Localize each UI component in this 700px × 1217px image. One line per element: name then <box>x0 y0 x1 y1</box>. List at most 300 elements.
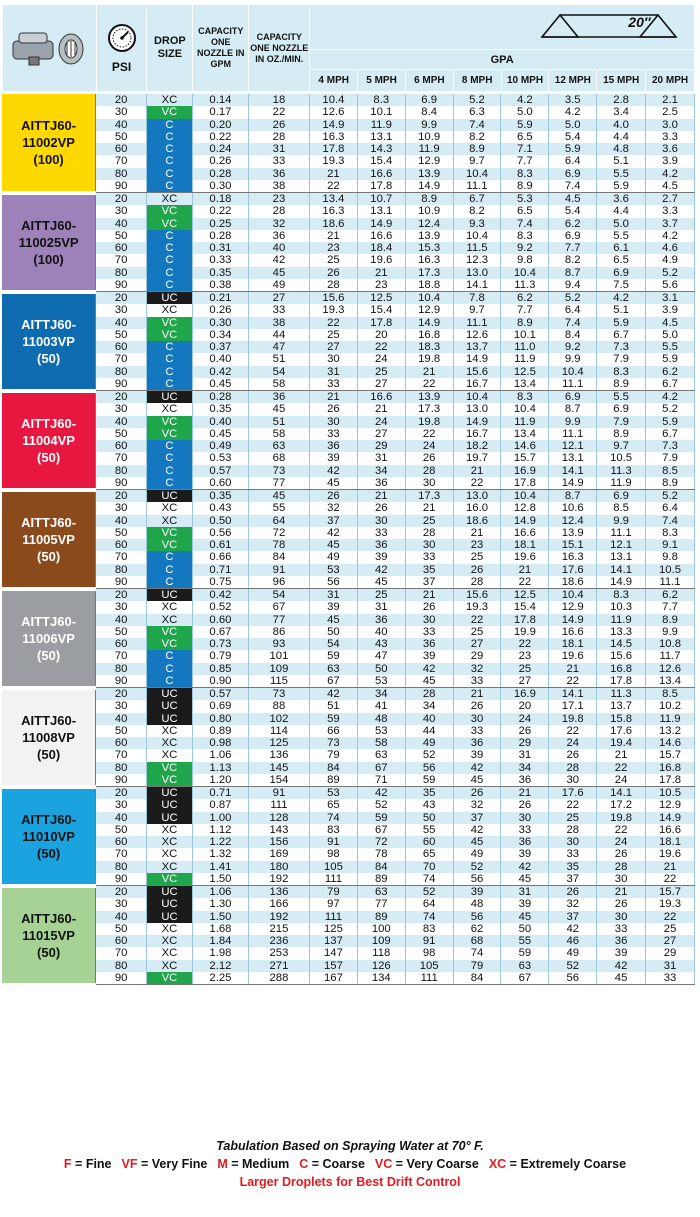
gpa-cell: 9.8 <box>646 551 695 563</box>
gpa-cell: 28 <box>405 465 453 477</box>
gpa-cell: 30 <box>357 515 405 527</box>
gpa-cell: 16.7 <box>453 378 501 391</box>
gpa-cell: 18.4 <box>357 242 405 254</box>
gpa-cell: 6.7 <box>453 193 501 206</box>
gpa-cell: 8.9 <box>597 428 646 440</box>
gpa-cell: 29 <box>357 440 405 452</box>
gpm-cell: 0.28 <box>192 230 248 242</box>
gpa-cell: 60 <box>405 836 453 848</box>
speed-header: 10 MPH <box>501 69 549 91</box>
drop-size-cell: VC <box>147 416 193 428</box>
gpa-cell: 13.4 <box>501 378 549 391</box>
psi-cell: 70 <box>96 947 147 959</box>
legend-code: C <box>299 1157 309 1171</box>
drop-size-cell: C <box>147 564 193 576</box>
oz-cell: 180 <box>248 861 309 873</box>
table-row <box>2 539 695 551</box>
gpm-cell: 0.33 <box>192 254 248 266</box>
drop-size-cell: UC <box>147 898 193 910</box>
gpm-cell: 0.90 <box>192 675 248 688</box>
gpa-cell: 19.8 <box>597 812 646 824</box>
gpa-cell: 11.9 <box>597 614 646 626</box>
gpa-cell: 45 <box>597 972 646 985</box>
gpa-cell: 25 <box>310 254 358 266</box>
psi-cell: 70 <box>96 155 147 167</box>
psi-cell: 70 <box>96 749 147 761</box>
oz-cell: 128 <box>248 812 309 824</box>
gpa-cell: 78 <box>357 848 405 860</box>
oz-cell: 26 <box>248 119 309 131</box>
gpa-cell: 11.9 <box>646 713 695 725</box>
gpm-cell: 1.98 <box>192 947 248 959</box>
psi-cell: 20 <box>96 490 147 503</box>
table-header <box>2 4 695 92</box>
oz-cell: 96 <box>248 576 309 589</box>
gpa-cell: 39 <box>501 898 549 910</box>
gpa-cell: 17.8 <box>357 180 405 193</box>
legend-item <box>299 1157 365 1171</box>
oz-cell: 288 <box>248 972 309 985</box>
psi-cell: 30 <box>96 502 147 514</box>
gpa-cell: 7.4 <box>549 180 597 193</box>
gpa-cell: 23 <box>453 539 501 551</box>
gpm-cell: 1.68 <box>192 923 248 935</box>
nozzle-model-name: AITTJ60-110025VP <box>18 217 79 250</box>
gpa-cell: 84 <box>357 861 405 873</box>
gpa-cell: 49 <box>405 737 453 749</box>
gpa-cell: 14.1 <box>597 787 646 800</box>
gpa-cell: 7.5 <box>597 279 646 292</box>
gpa-cell: 26 <box>357 502 405 514</box>
gpa-cell: 8.2 <box>453 131 501 143</box>
gpa-cell: 52 <box>549 960 597 972</box>
legend-equals: = <box>308 1157 323 1171</box>
table-row <box>2 416 695 428</box>
table-row <box>2 527 695 539</box>
gpa-cell: 13.2 <box>646 725 695 737</box>
gpa-cell: 8.3 <box>597 589 646 602</box>
gpm-cell: 1.84 <box>192 935 248 947</box>
gpa-cell: 33 <box>310 378 358 391</box>
gpa-cell: 36 <box>453 737 501 749</box>
gpa-cell: 39 <box>501 848 549 860</box>
drop-size-cell: VC <box>147 329 193 341</box>
psi-cell: 60 <box>96 242 147 254</box>
oz-cell: 125 <box>248 737 309 749</box>
gpa-cell: 16.9 <box>501 688 549 701</box>
gpm-cell: 2.25 <box>192 972 248 985</box>
gpa-cell: 28 <box>549 824 597 836</box>
psi-cell: 40 <box>96 515 147 527</box>
gpa-cell: 36 <box>405 638 453 650</box>
gpa-cell: 64 <box>405 898 453 910</box>
gpm-cell: 0.22 <box>192 131 248 143</box>
table-row <box>2 824 695 836</box>
gpa-cell: 30 <box>597 911 646 923</box>
table-row <box>2 304 695 316</box>
gpa-cell: 8.9 <box>501 180 549 193</box>
legend-equals: = <box>227 1157 243 1171</box>
gpa-cell: 16.3 <box>310 205 358 217</box>
gpa-cell: 16.9 <box>501 465 549 477</box>
gpa-cell: 10.1 <box>501 329 549 341</box>
nozzle-pack-qty: (50) <box>37 449 61 465</box>
nozzle-model-label <box>2 787 96 886</box>
table-row <box>2 168 695 180</box>
oz-cell: 166 <box>248 898 309 910</box>
gpa-cell: 8.7 <box>549 490 597 503</box>
gpa-cell: 13.0 <box>453 403 501 415</box>
gpa-cell: 19.6 <box>357 254 405 266</box>
gpa-cell: 27 <box>646 935 695 947</box>
gpa-cell: 18.1 <box>646 836 695 848</box>
nozzle-data-table <box>2 94 695 987</box>
table-row <box>2 180 695 193</box>
oz-cell: 58 <box>248 378 309 391</box>
gpa-cell: 29 <box>453 650 501 662</box>
gpa-cell: 17.3 <box>405 403 453 415</box>
drop-size-cell: C <box>147 254 193 266</box>
gpm-cell: 1.06 <box>192 749 248 761</box>
psi-cell: 40 <box>96 812 147 824</box>
table-row <box>2 378 695 391</box>
gpm-cell: 0.42 <box>192 589 248 602</box>
gpa-cell: 36 <box>501 774 549 787</box>
gpa-cell: 26 <box>501 799 549 811</box>
gpm-cell: 0.14 <box>192 94 248 106</box>
gpa-cell: 26 <box>405 601 453 613</box>
oz-cell: 47 <box>248 341 309 353</box>
gpa-cell: 21 <box>597 749 646 761</box>
psi-cell: 40 <box>96 218 147 230</box>
gpa-cell: 28 <box>310 279 358 292</box>
gpa-cell: 14.6 <box>501 440 549 452</box>
table-row <box>2 650 695 662</box>
gpm-cell: 0.57 <box>192 688 248 701</box>
gpa-cell: 9.2 <box>501 242 549 254</box>
gpa-cell: 11.9 <box>597 477 646 490</box>
gpa-cell: 15.6 <box>453 366 501 378</box>
gpa-cell: 35 <box>549 861 597 873</box>
drop-size-cell: C <box>147 131 193 143</box>
drop-size-cell: UC <box>147 589 193 602</box>
gpa-cell: 8.5 <box>646 465 695 477</box>
gpa-cell: 40 <box>357 626 405 638</box>
gpa-cell: 74 <box>310 812 358 824</box>
psi-cell: 80 <box>96 168 147 180</box>
gpa-cell: 21 <box>597 886 646 899</box>
psi-cell: 90 <box>96 477 147 490</box>
gpa-cell: 26 <box>310 403 358 415</box>
gpa-cell: 59 <box>501 947 549 959</box>
gpm-cell: 0.50 <box>192 515 248 527</box>
gpa-cell: 5.2 <box>453 94 501 106</box>
legend-label: Extremely Coarse <box>520 1157 627 1171</box>
gpm-cell: 0.49 <box>192 440 248 452</box>
gpa-cell: 4.2 <box>501 94 549 106</box>
oz-cell: 67 <box>248 601 309 613</box>
gpa-cell: 125 <box>310 923 358 935</box>
gpa-cell: 16.3 <box>549 551 597 563</box>
drop-size-cell: C <box>147 168 193 180</box>
psi-cell: 50 <box>96 626 147 638</box>
gpa-cell: 5.9 <box>597 180 646 193</box>
gpa-cell: 8.4 <box>549 329 597 341</box>
gpa-cell: 10.4 <box>310 94 358 106</box>
gpa-cell: 126 <box>357 960 405 972</box>
gpa-cell: 4.5 <box>549 193 597 206</box>
psi-cell: 40 <box>96 416 147 428</box>
drop-size-cell: VC <box>147 762 193 774</box>
psi-cell: 30 <box>96 700 147 712</box>
capacity-oz-header: CAPACITY ONE NOZZLE IN OZ./MIN. <box>249 5 310 92</box>
gpa-cell: 10.8 <box>646 638 695 650</box>
gpa-cell: 39 <box>597 947 646 959</box>
gpa-cell: 16.7 <box>453 428 501 440</box>
drop-size-cell: C <box>147 242 193 254</box>
psi-cell: 80 <box>96 861 147 873</box>
drop-size-cell: C <box>147 576 193 589</box>
drop-size-cell: C <box>147 378 193 391</box>
table-row <box>2 564 695 576</box>
gpa-cell: 39 <box>357 551 405 563</box>
gpa-cell: 6.9 <box>549 391 597 404</box>
gpa-cell: 42 <box>405 663 453 675</box>
gpa-cell: 7.4 <box>549 317 597 329</box>
gpa-cell: 68 <box>453 935 501 947</box>
gpm-cell: 0.98 <box>192 737 248 749</box>
gpa-cell: 17.8 <box>357 317 405 329</box>
gpa-cell: 89 <box>357 873 405 886</box>
gpa-cell: 31 <box>310 589 358 602</box>
gpm-cell: 0.26 <box>192 304 248 316</box>
gpm-cell: 0.18 <box>192 193 248 206</box>
psi-cell: 20 <box>96 193 147 206</box>
gpa-cell: 11.9 <box>357 119 405 131</box>
drop-size-cell: UC <box>147 391 193 404</box>
gpa-cell: 13.3 <box>597 626 646 638</box>
gpa-cell: 15.6 <box>453 589 501 602</box>
drop-size-cell: VC <box>147 218 193 230</box>
psi-cell: 90 <box>96 675 147 688</box>
gpa-cell: 12.1 <box>549 440 597 452</box>
table-row <box>2 502 695 514</box>
psi-cell: 20 <box>96 886 147 899</box>
table-row <box>2 589 695 602</box>
gpa-cell: 24 <box>357 353 405 365</box>
drop-size-cell: C <box>147 452 193 464</box>
gpa-cell: 30 <box>501 812 549 824</box>
gpa-cell: 42 <box>310 527 358 539</box>
gpm-cell: 0.31 <box>192 242 248 254</box>
gpa-cell: 11.0 <box>501 341 549 353</box>
gpa-cell: 21 <box>310 168 358 180</box>
gpa-cell: 48 <box>453 898 501 910</box>
gpa-cell: 5.3 <box>501 193 549 206</box>
drop-size-cell: UC <box>147 787 193 800</box>
gpa-cell: 5.2 <box>646 403 695 415</box>
legend-label: Medium <box>242 1157 290 1171</box>
gpa-cell: 28 <box>597 861 646 873</box>
gpa-cell: 26 <box>453 700 501 712</box>
gpa-cell: 10.9 <box>405 205 453 217</box>
oz-cell: 215 <box>248 923 309 935</box>
table-row <box>2 886 695 899</box>
gpa-cell: 49 <box>310 551 358 563</box>
gpa-cell: 4.4 <box>597 205 646 217</box>
psi-cell: 70 <box>96 254 147 266</box>
gpa-cell: 5.9 <box>549 143 597 155</box>
drop-size-cell: UC <box>147 911 193 923</box>
nozzle-pack-qty: (50) <box>37 845 61 861</box>
gpa-cell: 31 <box>501 886 549 899</box>
gpa-cell: 10.4 <box>453 391 501 404</box>
gpa-cell: 24 <box>357 416 405 428</box>
gpa-cell: 34 <box>501 762 549 774</box>
gpa-cell: 7.4 <box>501 218 549 230</box>
gpa-cell: 74 <box>405 873 453 886</box>
gpm-cell: 0.38 <box>192 279 248 292</box>
gpa-cell: 29 <box>501 737 549 749</box>
nozzle-model-label <box>2 94 96 193</box>
legend-label: Fine <box>85 1157 112 1171</box>
gpa-cell: 55 <box>405 824 453 836</box>
gpm-cell: 0.85 <box>192 663 248 675</box>
legend-code: VC <box>374 1157 393 1171</box>
gpa-cell: 98 <box>405 947 453 959</box>
table-row <box>2 774 695 787</box>
gpa-cell: 74 <box>405 911 453 923</box>
gpa-cell: 12.4 <box>549 515 597 527</box>
gpa-cell: 7.3 <box>597 341 646 353</box>
gpa-cell: 16.6 <box>501 527 549 539</box>
gpa-cell: 6.9 <box>405 94 453 106</box>
gpa-cell: 24 <box>597 774 646 787</box>
gpa-cell: 71 <box>357 774 405 787</box>
table-row <box>2 688 695 701</box>
gpa-cell: 28 <box>453 576 501 589</box>
gpa-cell: 41 <box>357 700 405 712</box>
gpa-cell: 12.6 <box>310 106 358 118</box>
table-row <box>2 812 695 824</box>
nozzle-model-name: AITTJ60-11008VP <box>21 712 77 745</box>
gpa-cell: 21 <box>405 366 453 378</box>
legend-item <box>122 1157 208 1171</box>
oz-cell: 38 <box>248 317 309 329</box>
oz-cell: 36 <box>248 230 309 242</box>
table-row <box>2 515 695 527</box>
gpa-cell: 45 <box>501 911 549 923</box>
gpa-cell: 4.2 <box>646 230 695 242</box>
gpa-cell: 9.3 <box>453 218 501 230</box>
gpa-cell: 35 <box>405 564 453 576</box>
gpa-cell: 3.1 <box>646 292 695 305</box>
gpa-cell: 55 <box>501 935 549 947</box>
gpa-cell: 67 <box>310 675 358 688</box>
gpm-cell: 0.21 <box>192 292 248 305</box>
gpa-cell: 3.3 <box>646 205 695 217</box>
oz-cell: 55 <box>248 502 309 514</box>
drop-size-cell: XC <box>147 836 193 848</box>
gpa-cell: 12.5 <box>501 589 549 602</box>
gpa-cell: 3.3 <box>646 131 695 143</box>
gpm-cell: 0.71 <box>192 787 248 800</box>
psi-cell: 40 <box>96 317 147 329</box>
oz-cell: 33 <box>248 155 309 167</box>
gpa-cell: 105 <box>310 861 358 873</box>
drop-size-cell: UC <box>147 292 193 305</box>
table-row <box>2 477 695 490</box>
gpa-cell: 26 <box>597 898 646 910</box>
oz-cell: 22 <box>248 106 309 118</box>
table-row <box>2 317 695 329</box>
gpm-cell: 0.35 <box>192 267 248 279</box>
table-row <box>2 143 695 155</box>
gpa-cell: 14.9 <box>453 353 501 365</box>
gpa-cell: 22 <box>453 614 501 626</box>
gpa-cell: 7.9 <box>597 353 646 365</box>
gpa-cell: 6.9 <box>549 168 597 180</box>
gpa-cell: 6.9 <box>597 267 646 279</box>
gpm-cell: 0.66 <box>192 551 248 563</box>
legend-item <box>217 1157 289 1171</box>
gpa-cell: 6.7 <box>646 428 695 440</box>
drop-size-cell: UC <box>147 713 193 725</box>
gpa-cell: 7.4 <box>646 515 695 527</box>
gpa-cell: 15.4 <box>357 155 405 167</box>
psi-cell: 90 <box>96 873 147 886</box>
gpa-cell: 24 <box>549 737 597 749</box>
gpm-cell: 2.12 <box>192 960 248 972</box>
oz-cell: 136 <box>248 886 309 899</box>
gpa-cell: 5.5 <box>597 168 646 180</box>
gpa-cell: 67 <box>357 824 405 836</box>
table-row <box>2 230 695 242</box>
gpa-cell: 12.3 <box>453 254 501 266</box>
gpm-cell: 0.60 <box>192 477 248 490</box>
gpa-cell: 22 <box>310 317 358 329</box>
psi-cell: 50 <box>96 725 147 737</box>
table-row <box>2 452 695 464</box>
gpa-cell: 21 <box>357 403 405 415</box>
gpa-cell: 31 <box>357 452 405 464</box>
gpa-cell: 62 <box>453 923 501 935</box>
gpa-cell: 17.8 <box>501 614 549 626</box>
gpa-cell: 4.2 <box>597 292 646 305</box>
gpa-cell: 22 <box>549 725 597 737</box>
nozzle-model-name: AITTJ60-11015VP <box>21 910 77 943</box>
psi-cell: 40 <box>96 911 147 923</box>
gpm-cell: 0.42 <box>192 366 248 378</box>
gpa-cell: 33 <box>357 527 405 539</box>
oz-cell: 192 <box>248 911 309 923</box>
gpm-cell: 0.56 <box>192 527 248 539</box>
gpm-cell: 1.00 <box>192 812 248 824</box>
gpa-cell: 45 <box>501 873 549 886</box>
gpa-cell: 22 <box>549 675 597 688</box>
gpa-cell: 5.2 <box>646 267 695 279</box>
table-row <box>2 440 695 452</box>
table-row <box>2 873 695 886</box>
psi-cell: 60 <box>96 143 147 155</box>
drop-size-cell: XC <box>147 848 193 860</box>
oz-cell: 111 <box>248 799 309 811</box>
table-row <box>2 737 695 749</box>
drop-size-cell: UC <box>147 812 193 824</box>
gpa-cell: 33 <box>405 626 453 638</box>
gpa-cell: 10.4 <box>501 403 549 415</box>
psi-cell: 20 <box>96 292 147 305</box>
